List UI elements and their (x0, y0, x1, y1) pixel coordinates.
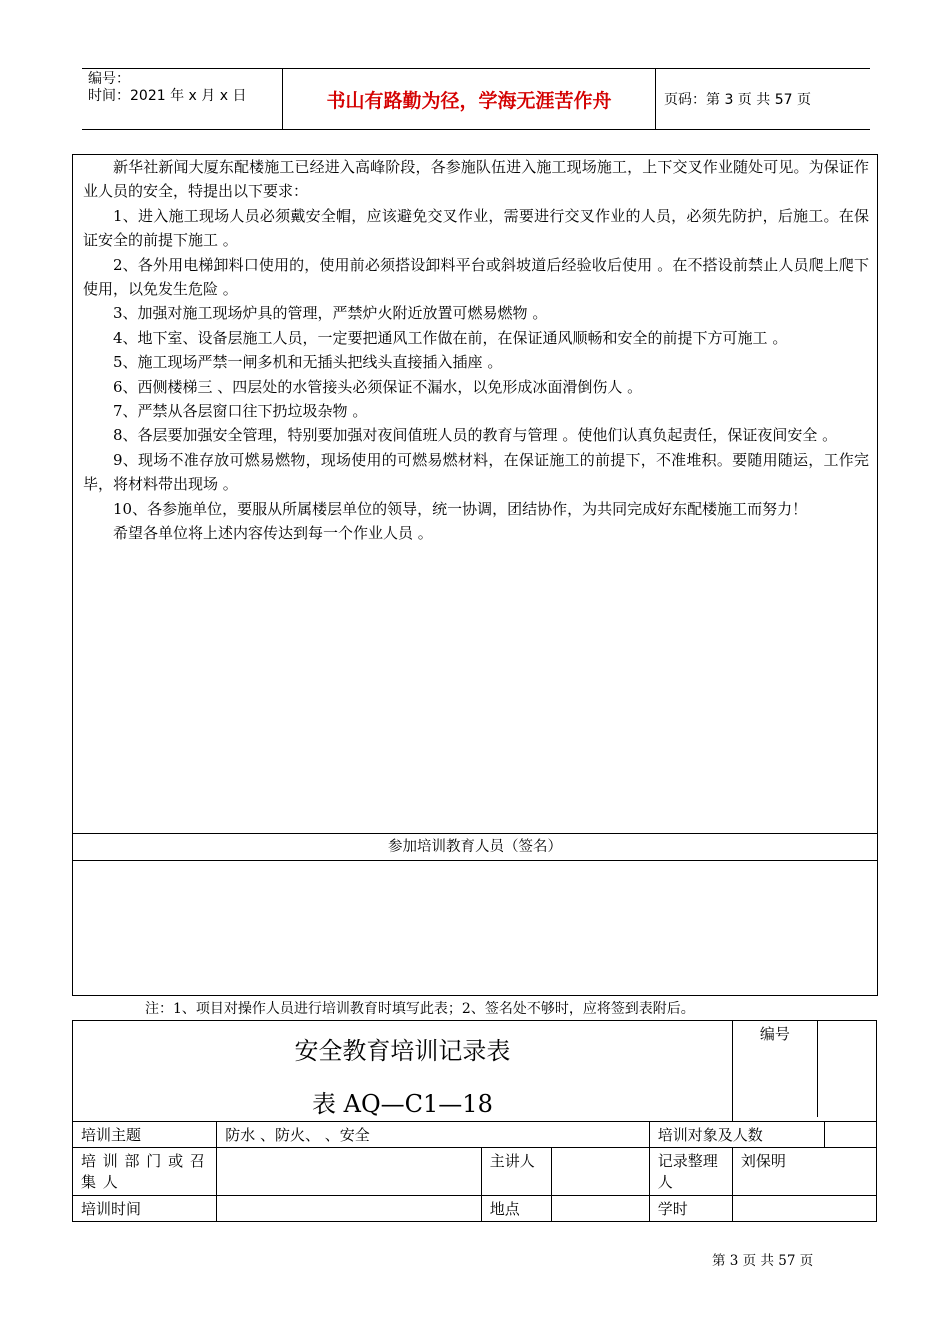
recorder-label: 记录整理人 (649, 1148, 732, 1196)
record-code: 表 AQ—C1—18 (312, 1090, 493, 1118)
page-header (82, 68, 870, 130)
notice-item: 8、各层要加强安全管理，特别要加强对夜间值班人员的教育与管理 。使他们认真负起责任，保证夜间安全 。 (113, 426, 838, 445)
dept-label: 培 训 部 门 或 召 集 人 (73, 1148, 217, 1196)
notice-intro: 新华社新闻大厦东配楼施工已经进入高峰阶段，各参施队伍进入施工现场施工，上下交叉作业随处可见。为保证作业人员的安全，特提出以下要求： (83, 158, 869, 201)
topic-label: 培训主题 (73, 1122, 217, 1148)
notice-item: 1、进入施工现场人员必须戴安全帽，应该避免交叉作业，需要进行交叉作业的人员，必须先防护，后施工。在保证安全的前提下施工 。 (83, 206, 869, 250)
training-record-table (72, 1020, 877, 1222)
notice-item: 6、西侧楼梯三 、四层处的水管接头必须保证不漏水，以免形成冰面滑倒伤人 。 (113, 377, 643, 396)
page-footer: 第 3 页 共 57 页 (712, 1253, 814, 1269)
notice-item: 7、严禁从各层窗口往下扔垃圾杂物 。 (113, 402, 368, 421)
notice-item: 3、加强对施工现场炉具的管理，严禁炉火附近放置可燃易燃物 。 (113, 304, 548, 323)
notice-box (72, 154, 878, 996)
lecturer-value[interactable] (552, 1148, 649, 1196)
record-number-value[interactable] (818, 1021, 876, 1117)
notice-item: 10、各参施单位，要服从所属楼层单位的领导，统一协调，团结协作，为共同完成好东配楼施工而努力！ (113, 499, 808, 518)
hours-label: 学时 (649, 1196, 732, 1222)
topic-value[interactable]: 防水 、防火、 、安全 (217, 1122, 650, 1148)
place-value[interactable] (552, 1196, 649, 1222)
recorder-value[interactable]: 刘保明 (732, 1148, 876, 1196)
record-title: 安全教育培训记录表 (294, 1037, 511, 1065)
dept-value[interactable] (217, 1148, 482, 1196)
header-number-label: 编号： (88, 71, 130, 87)
record-title-cell (73, 1021, 733, 1122)
hours-value[interactable] (732, 1196, 876, 1222)
notice-item: 2、各外用电梯卸料口使用的，使用前必须搭设卸料平台或斜坡道后经验收后使用 。在不搭设前禁止人员爬上爬下使用，以免发生危险 。 (83, 255, 869, 299)
notice-item: 5、施工现场严禁一闸多机和无插头把线头直接插入插座 。 (113, 353, 503, 372)
notice-item: 9、现场不准存放可燃易燃物，现场使用的可燃易燃材料，在保证施工的前提下，不准堆积。要随用随运，工作完毕，将材料带出现场 。 (83, 450, 869, 494)
audience-value[interactable] (825, 1122, 876, 1147)
notice-content (83, 155, 869, 546)
lecturer-label: 主讲人 (481, 1148, 552, 1196)
time-label: 培训时间 (73, 1196, 217, 1222)
audience-label: 培训对象及人数 (650, 1122, 825, 1147)
header-motto: 书山有路勤为径，学海无涯苦作舟 (282, 69, 656, 129)
place-label: 地点 (481, 1196, 552, 1222)
time-value[interactable] (217, 1196, 482, 1222)
record-number-cell (732, 1021, 876, 1122)
header-time-label: 时间：2021 年 x 月 x 日 (88, 88, 247, 104)
header-page-info: 页码：第 3 页 共 57 页 (664, 92, 811, 108)
header-meta (88, 71, 246, 105)
notice-item: 4、地下室、设备层施工人员，一定要把通风工作做在前，在保证通风顺畅和安全的前提下方可施工 。 (113, 328, 788, 347)
form-note: 注：1、项目对操作人员进行培训教育时填写此表；2、签名处不够时，应将签到表附后。 (145, 1001, 695, 1017)
notice-closing: 希望各单位将上述内容传达到每一个作业人员 。 (113, 524, 433, 543)
signature-header: 参加培训教育人员（签名） (73, 833, 877, 861)
record-number-label: 编号 (733, 1021, 818, 1117)
audience-cell (649, 1122, 876, 1148)
